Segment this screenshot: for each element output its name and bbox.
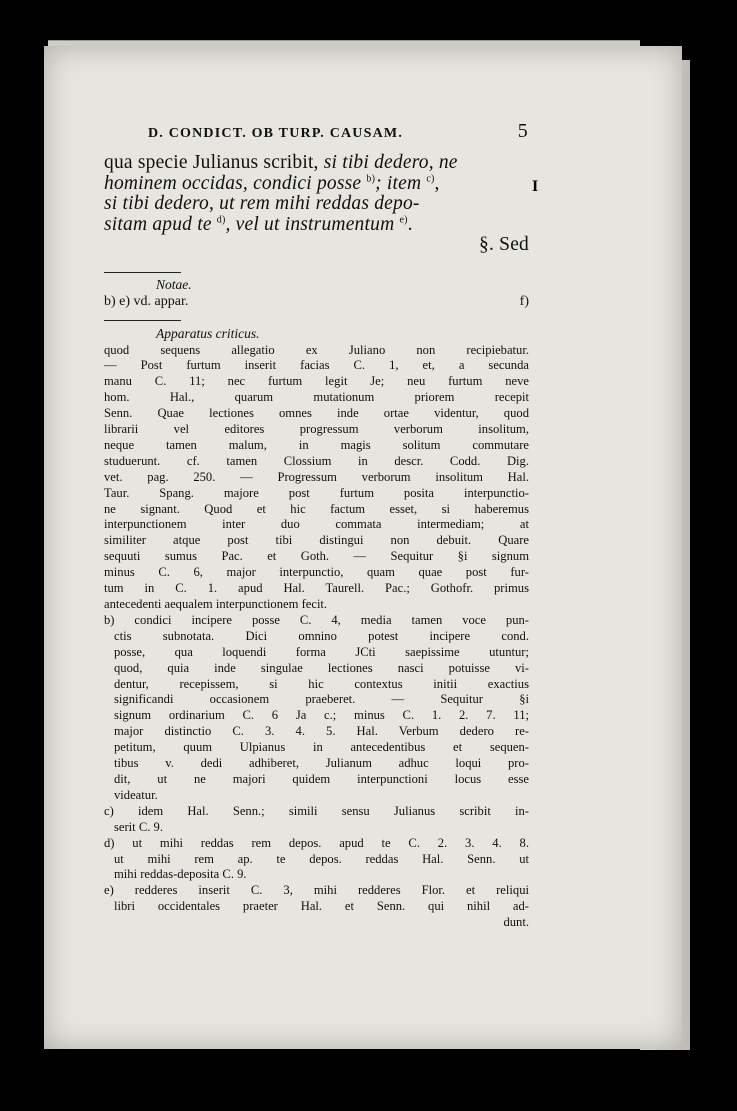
apparatus-line: significandi occasionem praeberet. — Sequitur §i <box>114 692 529 707</box>
apparatus-line: dunt. <box>503 915 529 930</box>
apparatus-line: sequuti sumus Pac. et Goth. — Sequitur §i signum <box>104 549 529 564</box>
apparatus-line: posse, qua loquendi forma JCti saepissime utuntur; <box>114 644 529 659</box>
running-title: D. CONDICT. OB TURP. CAUSAM. <box>148 126 404 141</box>
apparatus-line: quod sequens allegatio ex Juliano non recipiebatur. <box>104 342 529 357</box>
apparatus-line: minus C. 6, major interpunctio, quam quae post fur- <box>104 565 529 580</box>
apparatus-line: c) idem Hal. Senn.; simili sensu Julianus scribit in- <box>104 803 529 818</box>
apparatus-line: signum ordinarium C. 6 Ja c.; minus C. 1. 2. 7. 11; <box>114 708 529 723</box>
apparatus-line: similiter atque post tibi distingui non debuit. Quare <box>104 533 529 548</box>
apparatus-line: videatur. <box>114 787 158 802</box>
main-line-3 <box>104 194 529 215</box>
main-text-italic: si tibi dedero, ne <box>323 152 458 173</box>
apparatus-line: studuerunt. cf. tamen Clossium in descr. Codd. Dig. <box>104 453 529 468</box>
margin-marker: I <box>532 178 539 195</box>
apparatus-line: e) redderes inserit C. 3, mihi redderes Flor. et reliqui <box>104 883 529 898</box>
apparatus-line: dentur, recepissem, si hic contextus initii exactius <box>114 676 529 691</box>
apparatus-line: neque tamen malum, in magis solitum commutare <box>104 437 529 452</box>
apparatus-line: librarii vel editores progressum verborum insolitum, <box>104 422 529 437</box>
footnote-marker-d: d) <box>216 214 226 225</box>
apparatus-criticus <box>104 343 529 932</box>
apparatus-line: dit, ut ne majori quidem interpunctioni locus esse <box>114 771 529 786</box>
apparatus-line: vet. pag. 250. — Progressum verborum insolitum Hal. <box>104 469 529 484</box>
main-text-italic: , vel ut instrumentum <box>225 213 395 235</box>
main-line-5: §. Sed <box>479 234 529 255</box>
notae-right: f) <box>519 293 529 309</box>
main-line-4 <box>104 215 529 236</box>
apparatus-line: ctis subnotata. Dici omnino potest incipere cond. <box>114 628 529 643</box>
page-number: 5 <box>517 120 529 142</box>
main-text-italic: si tibi dedero, ut rem mihi reddas depo- <box>104 193 420 214</box>
apparatus-line: antecedenti aequalem interpunctionem fecit. <box>104 597 328 611</box>
apparatus-line: mihi reddas-deposita C. 9. <box>114 867 247 882</box>
apparatus-line: libri occidentales praeter Hal. et Senn. qui nihil ad- <box>114 899 529 914</box>
main-text-italic: item <box>386 172 422 194</box>
apparatus-line: Taur. Spang. majore post furtum posita interpunctio- <box>104 485 529 500</box>
running-header <box>104 120 529 143</box>
apparatus-line: — Post furtum inserit facias C. 1, et, a secunda <box>104 358 529 373</box>
page-content <box>104 120 529 931</box>
notae-row <box>104 294 529 310</box>
apparatus-line: interpunctionem inter duo commata intermediam; at <box>104 517 529 532</box>
apparatus-line: hom. Hal., quarum mutationum priorem recepit <box>104 390 529 405</box>
apparatus-line: major distinctio C. 3. 4. 5. Hal. Verbum dedero re- <box>114 724 529 739</box>
apparatus-line: tum in C. 1. apud Hal. Taurell. Pac.; Gothofr. primus <box>104 581 529 596</box>
apparatus-line: manu C. 11; nec furtum legit Je; neu furtum neve <box>104 374 529 389</box>
apparatus-line: tibus v. dedi adhiberet, Julianum adhuc loqui pro- <box>114 756 529 771</box>
main-text-italic: ; <box>375 172 387 194</box>
main-text <box>104 153 529 256</box>
main-text-italic: hominem occidas, condici posse <box>104 172 362 194</box>
apparatus-line: Senn. Quae lectiones omnes inde ortae videntur, quod <box>104 406 529 421</box>
footnote-marker-e: e) <box>399 214 408 225</box>
apparatus-line: ut mihi rem ap. te depos. reddas Hal. Senn. ut <box>114 851 529 866</box>
apparatus-heading: Apparatus criticus. <box>156 325 260 341</box>
main-text-roman: qua specie Julianus scribit, <box>104 152 324 173</box>
apparatus-line: quod, quia inde singulae lectiones nasci potuisse vi- <box>114 660 529 675</box>
main-text-italic: sitam apud te <box>104 213 212 235</box>
main-line-2 <box>104 174 529 195</box>
notes-divider <box>104 272 181 273</box>
footnote-marker-c: c) <box>426 173 435 184</box>
apparatus-line: d) ut mihi reddas rem depos. apud te C. 2. 3. 4. 8. <box>104 835 529 850</box>
main-text-roman: . <box>407 213 413 235</box>
apparatus-line: serit C. 9. <box>114 819 163 834</box>
apparatus-divider <box>104 320 181 321</box>
apparatus-line: ne signant. Quod et hic factum esset, si haberemus <box>104 501 529 516</box>
apparatus-line: b) condici incipere posse C. 4, media tamen voce pun- <box>104 612 529 627</box>
footnote-marker-b: b) <box>366 173 376 184</box>
notae-heading: Notae. <box>156 276 192 292</box>
apparatus-line: petitum, quum Ulpianus in antecedentibus et sequen- <box>114 740 529 755</box>
main-text-roman: , <box>434 172 440 194</box>
notae-left: b) e) vd. appar. <box>104 293 189 309</box>
main-line-1 <box>104 153 529 174</box>
